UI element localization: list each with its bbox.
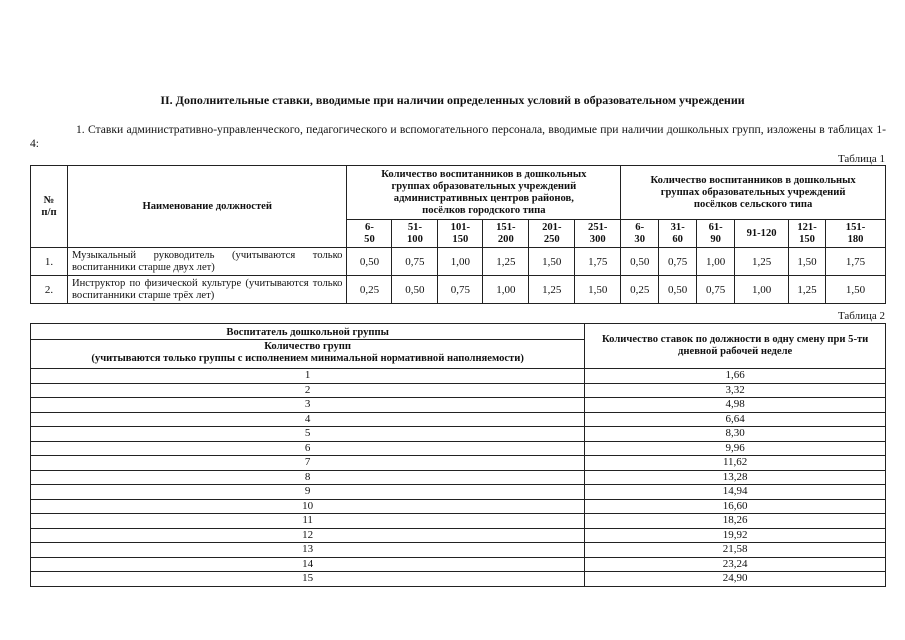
rate-cell: 1,00	[697, 248, 735, 276]
table-row	[31, 441, 886, 456]
rate-cell: 0,75	[659, 248, 697, 276]
table-row	[31, 514, 886, 529]
rate-cell: 1,25	[483, 248, 529, 276]
table1-caption: Таблица 1	[837, 153, 885, 165]
group-count: 5	[31, 427, 585, 442]
range-a-header: 151- 200	[483, 220, 529, 248]
section-title: II. Дополнительные ставки, вводимые при наличии определенных условий в образовательном учреждении	[160, 93, 745, 107]
rate-count: 14,94	[585, 485, 886, 500]
group-count: 11	[31, 514, 585, 529]
table2	[30, 323, 886, 587]
range-b-header: 121- 150	[789, 220, 826, 248]
group-count: 9	[31, 485, 585, 500]
rate-count: 16,60	[585, 499, 886, 514]
rate-cell: 1,50	[529, 248, 575, 276]
rate-count: 1,66	[585, 369, 886, 384]
rate-count: 6,64	[585, 412, 886, 427]
rate-cell: 1,25	[789, 276, 826, 304]
rate-cell: 1,50	[789, 248, 826, 276]
rate-cell: 1,50	[575, 276, 621, 304]
rate-count: 11,62	[585, 456, 886, 471]
rate-count: 8,30	[585, 427, 886, 442]
group-count: 8	[31, 470, 585, 485]
range-a-header: 51- 100	[392, 220, 438, 248]
rate-count: 4,98	[585, 398, 886, 413]
table-row	[31, 383, 886, 398]
group-b-header: Количество воспитанников в дошкольных группах образовательных учреждений посёлков сельского типа	[621, 166, 886, 220]
rate-count: 21,58	[585, 543, 886, 558]
rate-count: 13,28	[585, 470, 886, 485]
rate-count: 23,24	[585, 557, 886, 572]
table2-right-header: Количество ставок по должности в одну смену при 5-ти дневной рабочей неделе	[585, 324, 886, 369]
table-row	[31, 557, 886, 572]
group-count: 1	[31, 369, 585, 384]
group-count: 10	[31, 499, 585, 514]
position-name: Инструктор по физической культуре (учитываются только воспитанники старше трёх лет)	[67, 276, 347, 304]
table-row	[31, 276, 886, 304]
group-count: 15	[31, 572, 585, 587]
rate-count: 9,96	[585, 441, 886, 456]
range-b-header: 91-120	[735, 220, 789, 248]
group-count: 3	[31, 398, 585, 413]
range-a-header: 201- 250	[529, 220, 575, 248]
rate-cell: 1,00	[735, 276, 789, 304]
rate-cell: 1,25	[735, 248, 789, 276]
rate-cell: 1,75	[826, 248, 886, 276]
table-row	[31, 543, 886, 558]
rate-count: 24,90	[585, 572, 886, 587]
rate-cell: 1,00	[438, 248, 483, 276]
table-row	[31, 427, 886, 442]
rate-cell: 1,50	[826, 276, 886, 304]
group-count: 13	[31, 543, 585, 558]
range-b-header: 61- 90	[697, 220, 735, 248]
rate-cell: 1,25	[529, 276, 575, 304]
rate-cell: 0,50	[659, 276, 697, 304]
table-row	[31, 412, 886, 427]
rate-cell: 1,00	[483, 276, 529, 304]
col-num-header: № п/п	[31, 166, 68, 248]
range-a-header: 6- 50	[347, 220, 392, 248]
rate-count: 19,92	[585, 528, 886, 543]
group-count: 4	[31, 412, 585, 427]
group-a-header: Количество воспитанников в дошкольных группах образовательных учреждений административных центров районов, посёлков городского типа	[347, 166, 621, 220]
table2-left-header-top: Воспитатель дошкольной группы	[226, 327, 389, 338]
group-count: 14	[31, 557, 585, 572]
range-b-header: 151- 180	[826, 220, 886, 248]
group-count: 12	[31, 528, 585, 543]
table-row	[31, 369, 886, 384]
row-number: 1.	[31, 248, 68, 276]
rate-cell: 0,50	[621, 248, 659, 276]
table2-caption: Таблица 2	[837, 310, 885, 322]
range-a-header: 101- 150	[438, 220, 483, 248]
table-row	[31, 528, 886, 543]
range-a-header: 251- 300	[575, 220, 621, 248]
intro-paragraph: 1. Ставки административно-управленческого, педагогического и вспомогательного персонала, вводимые при наличии дошкольных групп, изложены в таблицах 1-4:	[30, 123, 886, 150]
table-row	[31, 485, 886, 500]
table2-left-header-sub: Количество групп (учитываются только группы с исполнением минимальной нормативной наполняемости)	[31, 339, 584, 365]
table-row	[31, 572, 886, 587]
rate-cell: 0,25	[621, 276, 659, 304]
table-row	[31, 398, 886, 413]
range-b-header: 6- 30	[621, 220, 659, 248]
position-name: Музыкальный руководитель (учитываются только воспитанники старше двух лет)	[67, 248, 347, 276]
rate-cell: 0,25	[347, 276, 392, 304]
row-number: 2.	[31, 276, 68, 304]
table-row	[31, 456, 886, 471]
table-row	[31, 470, 886, 485]
rate-cell: 1,75	[575, 248, 621, 276]
rate-count: 18,26	[585, 514, 886, 529]
range-b-header: 31- 60	[659, 220, 697, 248]
table2-left-header	[31, 324, 585, 369]
table-row	[31, 499, 886, 514]
table1	[30, 165, 886, 304]
group-count: 2	[31, 383, 585, 398]
col-name-header: Наименование должностей	[67, 166, 347, 248]
rate-cell: 0,50	[347, 248, 392, 276]
rate-cell: 0,75	[697, 276, 735, 304]
table-row	[31, 248, 886, 276]
group-count: 7	[31, 456, 585, 471]
rate-cell: 0,50	[392, 276, 438, 304]
rate-count: 3,32	[585, 383, 886, 398]
group-count: 6	[31, 441, 585, 456]
rate-cell: 0,75	[438, 276, 483, 304]
rate-cell: 0,75	[392, 248, 438, 276]
